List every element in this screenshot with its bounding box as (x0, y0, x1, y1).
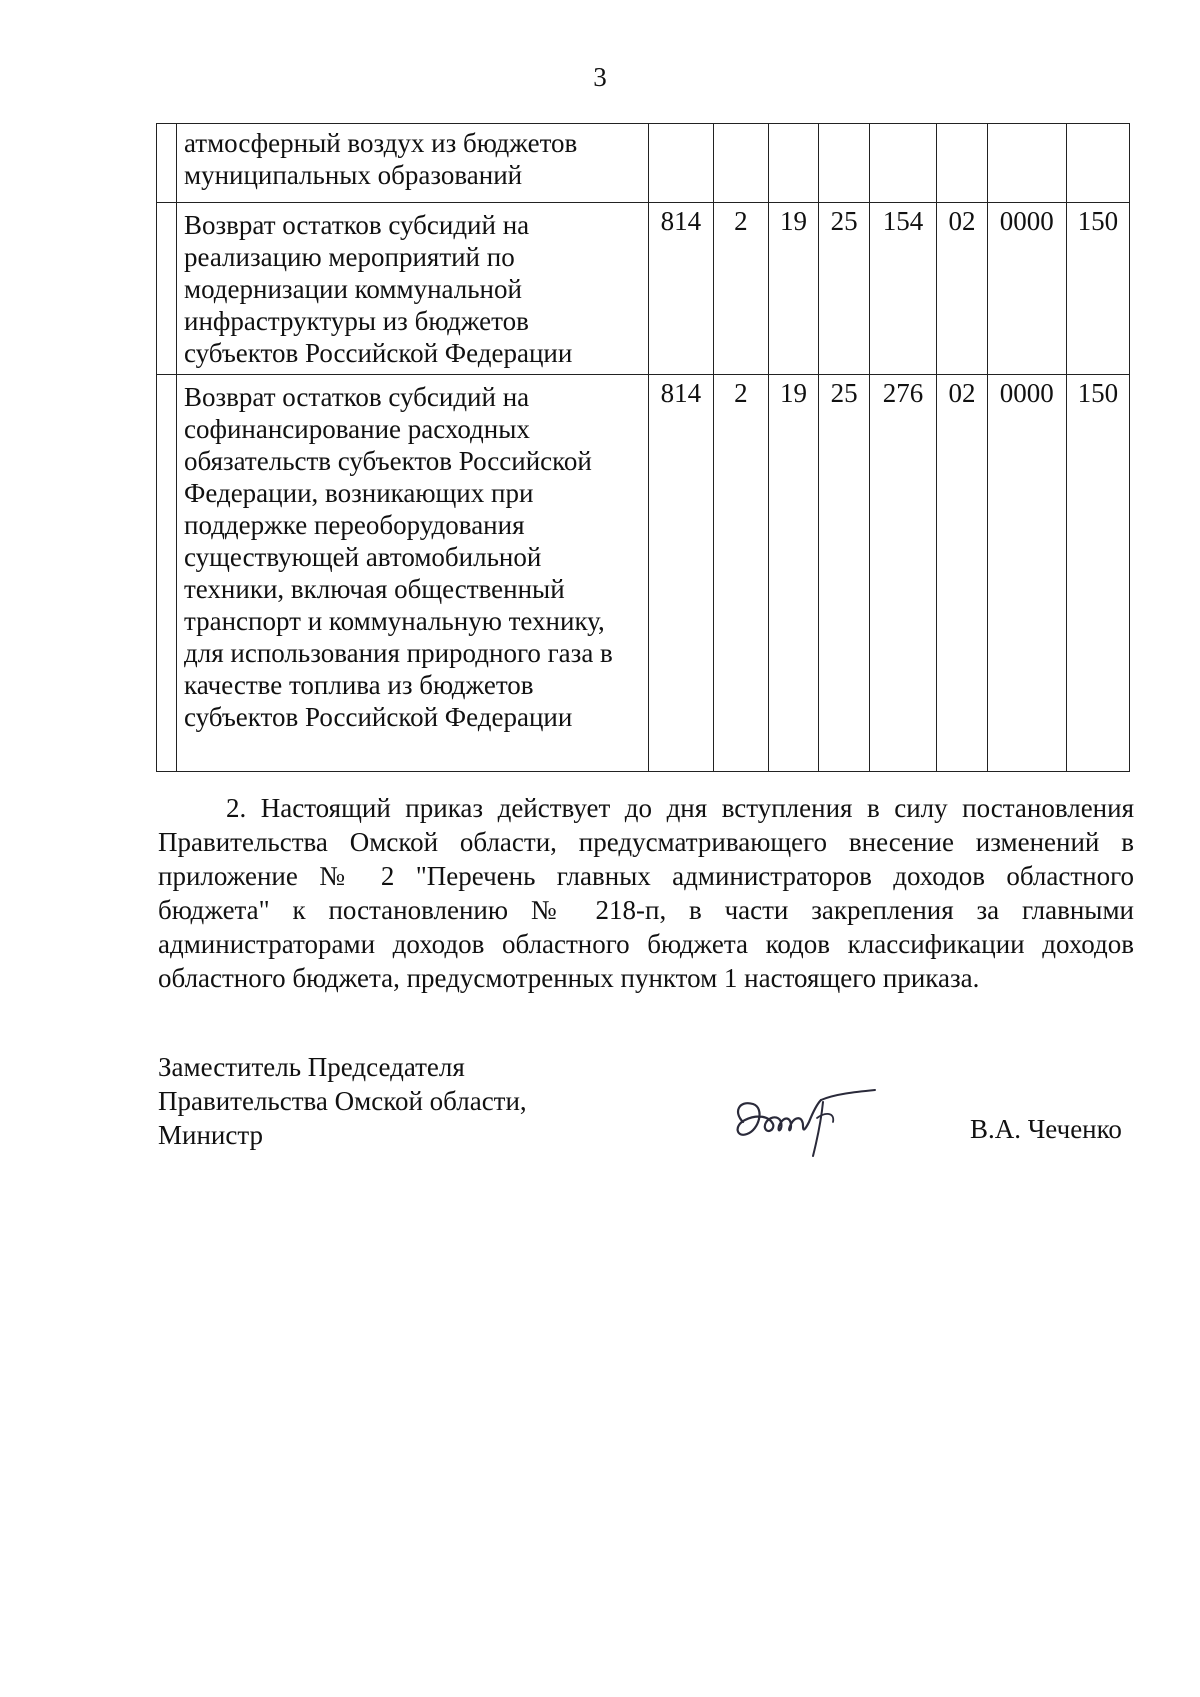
position-line: Министр (158, 1120, 263, 1150)
code-cell: 814 (648, 375, 713, 772)
code-cell: 25 (819, 203, 870, 375)
code-cell: 2 (714, 375, 769, 772)
signer-name: В.А. Чеченко (970, 1114, 1122, 1144)
code-cell: 02 (937, 375, 988, 772)
code-cell: 25 (819, 375, 870, 772)
code-cell (987, 124, 1066, 203)
code-cell (768, 124, 819, 203)
code-cell: 2 (714, 203, 769, 375)
page-number: 3 (593, 62, 607, 92)
code-cell: 154 (869, 203, 936, 375)
paragraph-2: 2. Настоящий приказ действует до дня вступления в силу постановления Правительства Омской области, предусматривающего внесение изменений в приложение № 2 "Перечень главных администраторов доходов областного бюджета" к постановлению № 218-п, в части закрепления за главными администраторами доходов областного бюджета кодов классификации доходов областного бюджета, предусмотренных пунктом 1 настоящего приказа. (158, 793, 1134, 993)
code-cell: 150 (1066, 203, 1129, 375)
position-line: Правительства Омской области, (158, 1086, 527, 1116)
table-row (157, 375, 1130, 772)
code-cell (1066, 124, 1129, 203)
code-cell (648, 124, 713, 203)
blank-cell (157, 124, 177, 203)
code-cell: 0000 (987, 375, 1066, 772)
signatory-position (158, 1050, 527, 1152)
table-row (157, 203, 1130, 375)
code-cell: 19 (768, 203, 819, 375)
description-cell: Возврат остатков субсидий на софинансирование расходных обязательств субъектов Российской Федерации, возникающих при поддержке переоборудования существующей автомобильной техники, включая общественный транспорт и коммунальную технику, для использования природного газа в качестве топлива из бюджетов субъектов Российской Федерации (177, 375, 649, 772)
code-cell: 02 (937, 203, 988, 375)
code-cell: 19 (768, 375, 819, 772)
code-cell (819, 124, 870, 203)
code-cell: 0000 (987, 203, 1066, 375)
code-cell (869, 124, 936, 203)
handwritten-signature (725, 1082, 895, 1162)
code-cell (714, 124, 769, 203)
position-line: Заместитель Председателя (158, 1052, 465, 1082)
description-cell: атмосферный воздух из бюджетов муниципальных образований (177, 124, 649, 203)
table-row (157, 124, 1130, 203)
code-cell: 276 (869, 375, 936, 772)
code-cell: 150 (1066, 375, 1129, 772)
code-cell: 814 (648, 203, 713, 375)
description-cell: Возврат остатков субсидий на реализацию мероприятий по модернизации коммунальной инфраструктуры из бюджетов субъектов Российской Федерации (177, 203, 649, 375)
code-cell (937, 124, 988, 203)
blank-cell (157, 203, 177, 375)
budget-codes-table (156, 123, 1130, 772)
blank-cell (157, 375, 177, 772)
